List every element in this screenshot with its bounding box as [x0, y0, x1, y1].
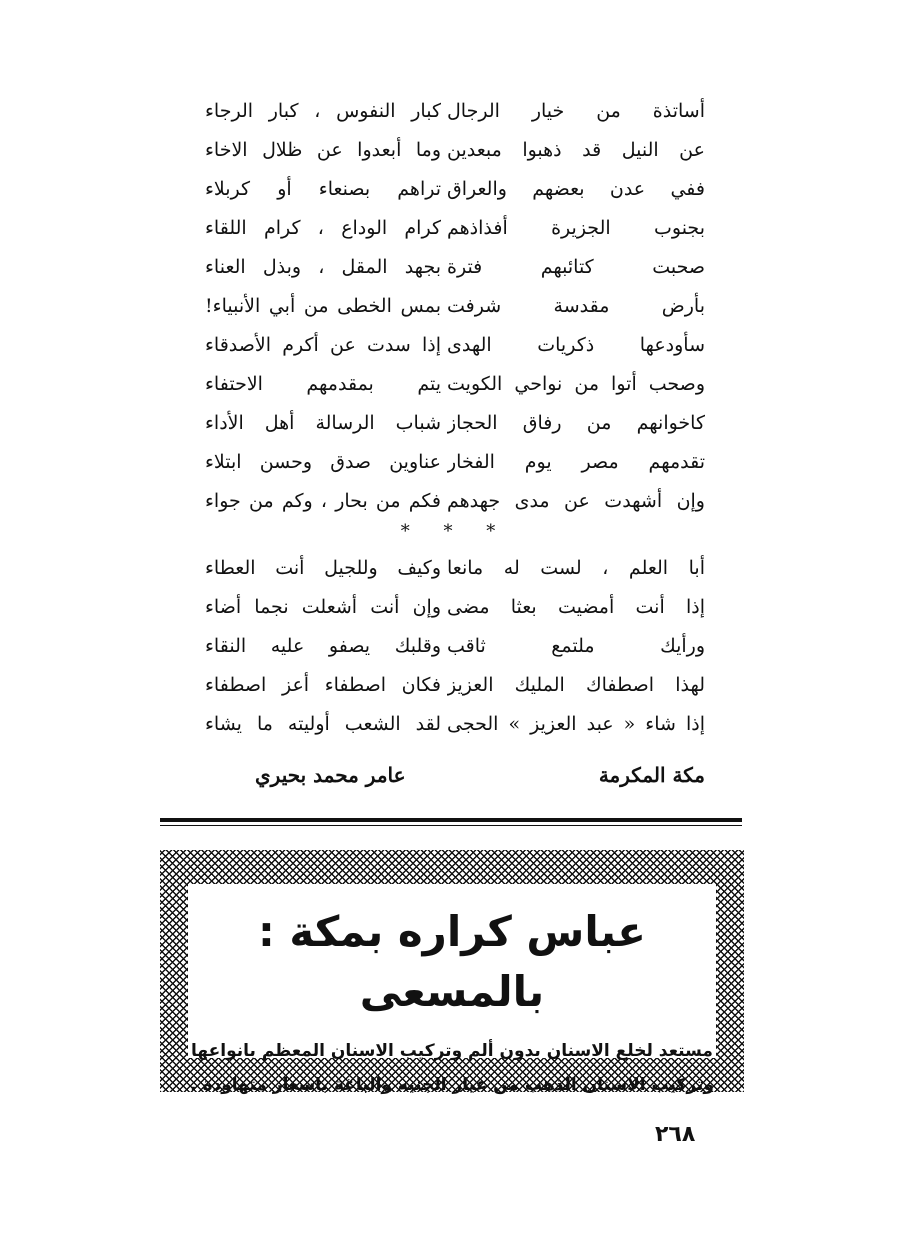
verse: [205, 365, 705, 404]
verse-second-hemistich: وقلبك يصفو عليه النقاء: [205, 635, 441, 657]
verse: [205, 92, 705, 131]
verse-first-hemistich: كاخوانهم من رفاق الحجاز: [447, 412, 705, 434]
verse-first-hemistich: ورأيك ملتمع ثاقب: [447, 635, 705, 657]
verse-second-hemistich: فكان اصطفاء أعز اصطفاء: [205, 674, 441, 696]
verse: [205, 170, 705, 209]
advertisement-line: وتركيب الاسنان الذهب من عيار الجنيه والباغة باسعار متهاودة .: [190, 1075, 714, 1095]
verse: [205, 666, 705, 705]
advertisement-box: [160, 850, 744, 1095]
signature-author: عامر محمد بحيري: [255, 763, 406, 787]
verse-second-hemistich: يتم بمقدمهم الاحتفاء: [205, 373, 441, 395]
verse: [205, 287, 705, 326]
verse: [205, 627, 705, 666]
verse: [205, 131, 705, 170]
section-separator: * * *: [400, 521, 510, 542]
verse-first-hemistich: وإن أشهدت عن مدى جهدهم: [447, 490, 705, 512]
verse-second-hemistich: عناوين صدق وحسن ابتلاء: [205, 451, 441, 473]
poem: [205, 92, 705, 744]
verse: [205, 705, 705, 744]
verse-first-hemistich: تقدمهم مصر يوم الفخار: [447, 451, 705, 473]
verse-first-hemistich: أساتذة من خيار الرجال: [447, 100, 705, 122]
page-number: ٢٦٨: [655, 1122, 696, 1147]
verse-first-hemistich: بجنوب الجزيرة أفذاذهم: [447, 217, 705, 239]
verse: [205, 482, 705, 521]
verse-first-hemistich: لهذا اصطفاك المليك العزيز: [447, 674, 705, 696]
verse-first-hemistich: ففي عدن بعضهم والعراق: [447, 178, 705, 200]
verse-first-hemistich: بأرض مقدسة شرفت: [447, 295, 705, 317]
advertisement-content: [188, 884, 716, 1095]
verse: [205, 326, 705, 365]
verse-second-hemistich: كبار النفوس ، كبار الرجاء: [205, 100, 441, 122]
verse-second-hemistich: فكم من بحار ، وكم من جواء: [205, 490, 441, 512]
verse-first-hemistich: عن النيل قد ذهبوا مبعدين: [447, 139, 705, 161]
verse-second-hemistich: بمس الخطى من أبي الأنبياء!: [205, 295, 441, 317]
verse-second-hemistich: بجهد المقل ، وبذل العناء: [205, 256, 441, 278]
verse: [205, 209, 705, 248]
verse-first-hemistich: أبا العلم ، لست له مانعا: [447, 557, 705, 579]
verse-second-hemistich: شباب الرسالة أهل الأداء: [205, 412, 441, 434]
verse-second-hemistich: إذا سدت عن أكرم الأصدقاء: [205, 334, 441, 356]
divider-thin: [160, 825, 742, 826]
verse-first-hemistich: صحبت كتائبهم فترة: [447, 256, 705, 278]
verse: [205, 588, 705, 627]
verse: [205, 549, 705, 588]
verse-second-hemistich: وما أبعدوا عن ظلال الاخاء: [205, 139, 441, 161]
verse-second-hemistich: تراهم بصنعاء أو كربلاء: [205, 178, 441, 200]
advertisement-line: مستعد لخلع الاسنان بدون ألم وتركيب الاسنان المعظم بانواعها: [191, 1041, 713, 1061]
verse-first-hemistich: سأودعها ذكريات الهدى: [447, 334, 705, 356]
verse: [205, 404, 705, 443]
verse: [205, 443, 705, 482]
verse: [205, 248, 705, 287]
signature-place: مكة المكرمة: [598, 763, 705, 787]
verse-first-hemistich: إذا أنت أمضيت بعثا مضى: [447, 596, 705, 618]
poem-signature: [235, 758, 705, 792]
verse-second-hemistich: وإن أنت أشعلت نجما أضاء: [205, 596, 441, 618]
verse-second-hemistich: وكيف وللجيل أنت العطاء: [205, 557, 441, 579]
verse-first-hemistich: إذا شاء « عبد العزيز » الحجى: [447, 713, 705, 735]
verse-first-hemistich: وصحب أتوا من نواحي الكويت: [447, 373, 705, 395]
divider-thick: [160, 818, 742, 822]
verse-second-hemistich: كرام الوداع ، كرام اللقاء: [205, 217, 441, 239]
advertisement-title: عباس كراره بمكة : بالمسعى: [258, 907, 646, 1016]
verse-second-hemistich: لقد الشعب أوليته ما يشاء: [205, 713, 441, 735]
